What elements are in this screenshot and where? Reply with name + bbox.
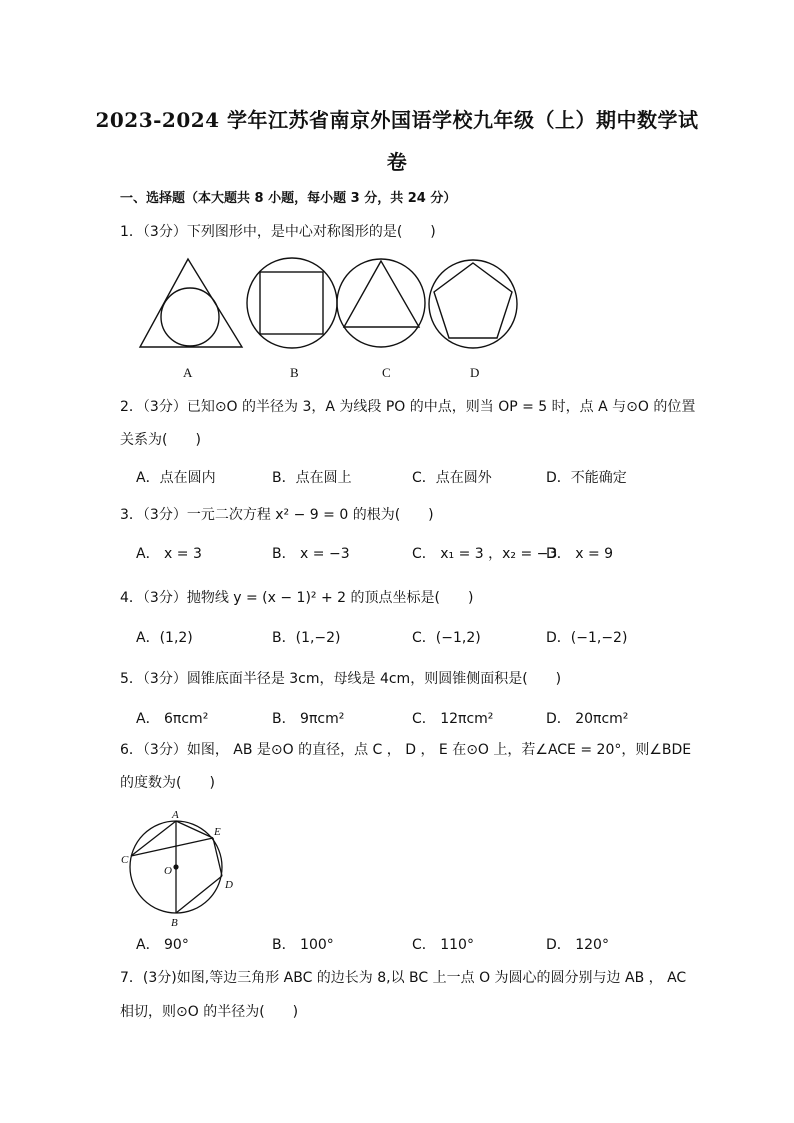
q4-options: [0, 627, 794, 647]
q7-stem-line1: 7．(3分)如图,等边三角形 ABC 的边长为 8,以 BC 上一点 O 为圆心的圆分别与边 AB ， AC: [120, 970, 687, 986]
q3-option-d: D． x = 9: [546, 546, 614, 562]
q7-stem-line2: 相切，则⊙O 的半径为( ): [120, 1004, 299, 1020]
q6-center-point: [173, 864, 178, 869]
q3-option-c: C． x₁ = 3 ，x₂ = −3: [412, 546, 558, 562]
q4-option-d: D．(−1,−2): [546, 630, 628, 646]
q1-label-a: A: [183, 365, 193, 380]
q1-label-c: C: [382, 365, 391, 380]
q1-label-d: D: [470, 365, 480, 380]
page-title-line2: 卷: [386, 150, 408, 174]
q2-stem-line2: 关系为( ): [120, 432, 201, 448]
q6-option-a: A． 90°: [136, 937, 189, 953]
q1-figure-d: [429, 260, 517, 348]
section-heading: 一、选择题（本大题共 8 小题，每小题 3 分，共 24 分）: [120, 191, 457, 206]
q6-stem-line1: 6．（3分）如图， AB 是⊙O 的直径，点 C ， D ， E 在⊙O 上，若∠ACE = 20°，则∠BDE: [120, 742, 692, 758]
q6-label-a: A: [172, 809, 179, 821]
q4-option-a: A．(1,2): [136, 630, 193, 646]
q4-option-c: C．(−1,2): [412, 630, 481, 646]
q6-label-o: O: [164, 865, 172, 877]
q2-option-a: A．点在圆内: [136, 470, 216, 486]
q6-label-b: B: [171, 917, 178, 929]
q6-options: [0, 934, 794, 954]
q6-option-c: C． 110°: [412, 937, 474, 953]
q1-stem: 1．（3分）下列图形中，是中心对称图形的是( ): [120, 224, 436, 240]
q5-options: [0, 708, 794, 728]
q4-option-b: B．(1,−2): [272, 630, 341, 646]
q4-stem: 4．（3分）抛物线 y = (x − 1)² + 2 的顶点坐标是( ): [120, 590, 474, 606]
q5-stem: 5．（3分）圆锥底面半径是 3cm，母线是 4cm，则圆锥侧面积是( ): [120, 671, 562, 687]
q6-label-e: E: [214, 826, 221, 838]
page-title-line1: 2023-2024 学年江苏省南京外国语学校九年级（上）期中数学试: [95, 108, 699, 132]
q3-option-b: B． x = −3: [272, 546, 350, 562]
q1-figures: [130, 252, 530, 356]
q6-stem-line2: 的度数为( ): [120, 775, 215, 791]
q3-option-a: A． x = 3: [136, 546, 202, 562]
q6-label-c: C: [121, 854, 129, 866]
q2-option-d: D．不能确定: [546, 470, 627, 486]
q3-options: [0, 543, 794, 563]
q3-stem: 3．（3分）一元二次方程 x² − 9 = 0 的根为( ): [120, 507, 434, 523]
q2-stem-line1: 2．（3分）已知⊙O 的半径为 3，A 为线段 PO 的中点，则当 OP = 5 时，点 A 与⊙O 的位置: [120, 399, 696, 415]
q1-figure-c: [337, 259, 425, 347]
q2-options: [0, 467, 794, 487]
q6-option-d: D． 120°: [546, 937, 609, 953]
q5-option-c: C． 12πcm²: [412, 711, 494, 727]
q1-label-b: B: [290, 365, 299, 380]
q6-label-d: D: [225, 879, 233, 891]
q5-option-b: B． 9πcm²: [272, 711, 345, 727]
q2-option-c: C．点在圆外: [412, 470, 492, 486]
q1-figure-b: [247, 258, 337, 348]
q2-option-b: B．点在圆上: [272, 470, 352, 486]
q6-option-b: B． 100°: [272, 937, 334, 953]
q6-figure: [118, 806, 248, 928]
q5-option-a: A． 6πcm²: [136, 711, 209, 727]
q1-figure-a: [140, 259, 242, 347]
q5-option-d: D． 20πcm²: [546, 711, 629, 727]
